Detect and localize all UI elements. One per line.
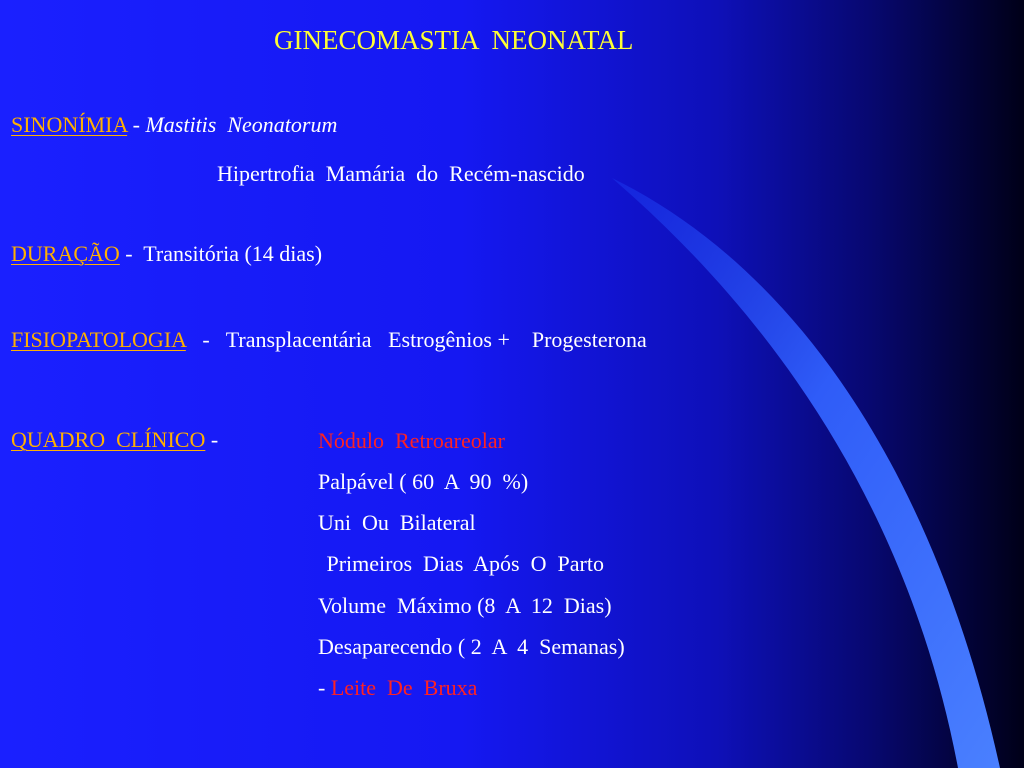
quadro-last-item bbox=[318, 677, 477, 699]
duracao-separator: - bbox=[119, 241, 144, 266]
quadro-last-prefix: - bbox=[318, 675, 331, 700]
quadro-item: Primeiros Dias Após O Parto bbox=[321, 551, 604, 576]
sinonimia-row bbox=[11, 114, 337, 136]
quadro-item: Desaparecendo ( 2 A 4 Semanas) bbox=[318, 634, 625, 659]
slide-title: GINECOMASTIA NEONATAL bbox=[274, 25, 634, 55]
duracao-row bbox=[11, 243, 322, 265]
quadro-last-value: Leite De Bruxa bbox=[330, 675, 478, 700]
quadro-label-row bbox=[11, 429, 229, 451]
sinonimia-value: Mastitis Neonatorum bbox=[145, 112, 338, 137]
fisiopatologia-row bbox=[11, 329, 647, 351]
quadro-item: Uni Ou Bilateral bbox=[318, 510, 476, 535]
quadro-item: Volume Máximo (8 A 12 Dias) bbox=[318, 593, 612, 618]
sinonimia-value-2: Hipertrofia Mamária do Recém-nascido bbox=[217, 161, 585, 186]
fisiopatologia-label: FISIOPATOLOGIA bbox=[11, 327, 186, 352]
duracao-label: DURAÇÃO bbox=[11, 241, 120, 266]
quadro-separator: - bbox=[205, 427, 230, 452]
quadro-item: Nódulo Retroareolar bbox=[318, 428, 505, 453]
quadro-label: QUADRO CLÍNICO bbox=[11, 427, 206, 452]
duracao-value: Transitória (14 dias) bbox=[143, 241, 323, 266]
quadro-item: Palpável ( 60 A 90 %) bbox=[318, 469, 529, 494]
fisiopatologia-separator: - bbox=[185, 327, 226, 352]
sinonimia-separator: - bbox=[127, 112, 146, 137]
sinonimia-label: SINONÍMIA bbox=[11, 112, 128, 137]
fisiopatologia-value: Transplacentária Estrogênios + Progesterona bbox=[225, 327, 647, 352]
